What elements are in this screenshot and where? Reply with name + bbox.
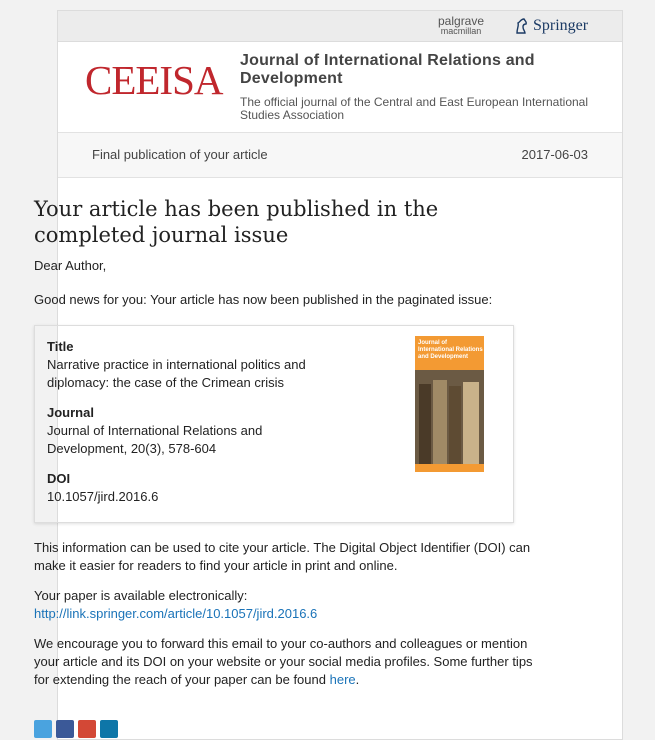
tips-link[interactable]: here [329,672,356,687]
greeting: Dear Author, [34,258,107,273]
social-share-bar [34,720,122,738]
cover-book [419,384,431,464]
citation-info-text: This information can be used to cite your article. The Digital Object Identifier (DOI) can make it easier for readers to find your article in print and online. [34,540,531,573]
encourage-period: . [355,672,360,687]
good-news-text: Good news for you: Your article has now been published in the paginated issue: [34,292,493,307]
page-title: Your article has been published in the completed journal issue [34,197,439,247]
palgrave-logo [438,16,484,36]
cover-footer [415,464,484,472]
journal-cover-image [415,336,484,472]
article-title: Narrative practice in international politics and diplomacy: the case of the Crimean crisis [47,357,306,390]
journal-citation: Journal of International Relations and Development, 20(3), 578-604 [47,423,263,456]
meta-label: Final publication of your article [92,147,268,162]
journal-label: Journal [47,405,94,420]
cover-book [463,382,479,464]
ceeisa-logo: CEEISA [85,57,223,103]
encourage-text [34,635,534,689]
palgrave-line1: palgrave [438,14,485,28]
cover-book [433,380,447,464]
email-body [34,196,534,689]
meta-bar [58,133,622,178]
title-label: Title [47,339,74,354]
doi-label: DOI [47,471,71,486]
encourage-body: We encourage you to forward this email to your co-authors and colleagues or mention your article and its DOI on your website or your social media profiles. Some further tips for extending the reach of your paper can be found [34,636,533,687]
springer-horse-icon [514,18,528,34]
article-card [34,325,514,523]
palgrave-line2: macmillan [440,26,482,36]
journal-subtitle: The official journal of the Central and East European International Studies Association [240,95,588,122]
googleplus-icon[interactable] [78,720,96,738]
springer-logo [514,17,588,35]
twitter-icon[interactable] [34,720,52,738]
springer-wordmark: Springer [533,17,589,34]
journal-header [58,42,622,133]
cover-book [449,386,461,464]
doi-block [47,470,501,506]
availability-text [34,587,534,623]
article-link[interactable]: http://link.springer.com/article/10.1057/jird.2016.6 [34,606,318,621]
facebook-icon[interactable] [56,720,74,738]
cover-title: Journal of International Relations and Development [418,340,483,360]
meta-date: 2017-06-03 [521,147,588,162]
journal-title: Journal of International Relations and Development [240,52,535,87]
linkedin-icon[interactable] [100,720,118,738]
doi-value: 10.1057/jird.2016.6 [47,489,159,504]
availability-label: Your paper is available electronically: [34,588,248,603]
publisher-bar [58,11,622,42]
